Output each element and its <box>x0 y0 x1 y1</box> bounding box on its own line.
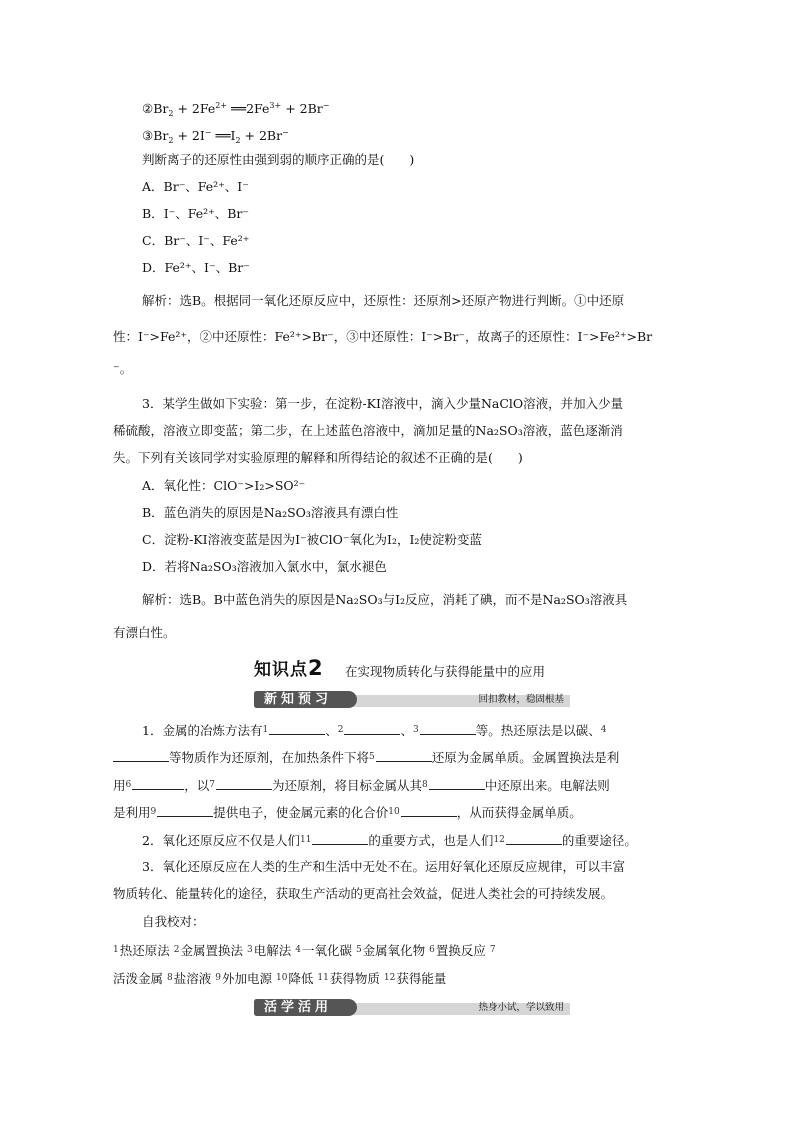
knowledge-point-subtitle: 在实现物质转化与获得能量中的应用 <box>345 664 546 679</box>
paragraph-3-line-1: 3．氧化还原反应在人类的生产和生活中无处不在。运用好氧化还原反应规律，可以丰富 <box>142 859 625 874</box>
q3-option-a: A．氧化性：ClO⁻>I₂>SO²⁻ <box>142 478 306 493</box>
preview-banner-tag: 回扣教材，稳固根基 <box>478 694 564 705</box>
q3-stem-line-2: 稀硫酸，溶液立即变蓝；第二步，在上述蓝色溶液中，滴加足量的Na₂SO₃溶液，蓝色逐渐消 <box>113 423 623 438</box>
fill-line-1: 1．金属的冶炼方法有1 、2 、3 等。热还原法是以碳、4 <box>142 723 607 738</box>
q2-option-d: D．Fe²⁺、I⁻、Br⁻ <box>142 260 250 275</box>
q3-option-b: B．蓝色消失的原因是Na₂SO₃溶液具有漂白性 <box>142 505 399 520</box>
fill-line-3: 用6 ，以7 为还原剂，将目标金属从其8 中还原出来。电解法则 <box>113 778 610 793</box>
q2-option-a: A．Br⁻、Fe²⁺、I⁻ <box>142 179 249 194</box>
q2-option-b: B．I⁻、Fe²⁺、Br⁻ <box>142 206 249 221</box>
practice-banner <box>254 999 570 1016</box>
q2-analysis-line-2: 性：I⁻>Fe²⁺，②中还原性：Fe²⁺>Br⁻，③中还原性：I⁻>Br⁻，故离子的还原性：I⁻>Fe²⁺>Br <box>113 329 653 344</box>
q3-stem-line-1: 3．某学生做如下实验：第一步，在淀粉-KI溶液中，滴入少量NaClO溶液，并加入少量 <box>142 396 624 411</box>
preview-banner-label: 新知预习 <box>264 692 333 707</box>
fill-line-2: 等物质作为还原剂，在加热条件下将5 还原为金属单质。金属置换法是利 <box>113 748 619 767</box>
question-2-stem: 判断离子的还原性由强到弱的顺序正确的是( ) <box>142 152 415 167</box>
equation-2: $②Br_2 + 2Fe^{2+}$ $══2Fe^{3+} + 2Br^-$ <box>142 101 330 118</box>
q2-option-c: C．Br⁻、I⁻、Fe²⁺ <box>142 233 250 248</box>
q3-analysis-line-2: 有漂白性。 <box>113 625 176 640</box>
self-check-title: 自我校对： <box>142 914 205 929</box>
self-check-answers-line-2: 活泼金属 8盐溶液 9外加电源 10降低 11获得物质 12获得能量 <box>113 971 447 986</box>
self-check-answers-line-1: 1热还原法 2金属置换法 3电解法 4一氧化碳 5金属氧化物 6置换反应 7 <box>113 943 496 958</box>
q3-option-c: C．淀粉-KI溶液变蓝是因为I⁻被ClO⁻氧化为I₂，I₂使淀粉变蓝 <box>142 532 482 547</box>
practice-banner-label: 活学活用 <box>264 1000 333 1015</box>
fill-line-4: 是利用9 提供电子，使金属元素的化合价10 ，从而获得金属单质。 <box>113 805 582 820</box>
q3-analysis-line-1: 解析：选B。B中蓝色消失的原因是Na₂SO₃与I₂反应，消耗了碘，而不是Na₂SO₃溶液具 <box>142 592 628 607</box>
practice-banner-tag: 热身小试，学以致用 <box>478 1002 564 1013</box>
q3-option-d: D．若将Na₂SO₃溶液加入氯水中，氯水褪色 <box>142 559 387 574</box>
paragraph-3-line-2: 物质转化、能量转化的途径，获取生产活动的更高社会效益，促进人类社会的可持续发展。 <box>113 886 614 901</box>
q3-stem-line-3: 失。下列有关该同学对实验原理的解释和所得结论的叙述不正确的是( ) <box>113 450 523 465</box>
q2-analysis-line-3: ⁻。 <box>113 361 133 376</box>
fill-line-5: 2．氧化还原反应不仅是人们11 的重要方式，也是人们12 的重要途径。 <box>142 833 637 848</box>
q2-analysis-line-1: 解析：选B。根据同一氧化还原反应中，还原性：还原剂>还原产物进行判断。①中还原 <box>142 293 625 308</box>
knowledge-point-title: 知识点2 <box>254 656 324 680</box>
preview-banner <box>254 691 570 708</box>
equation-3: $③Br_2 + 2I^-$ $══I_2 + 2Br^-$ <box>142 128 289 145</box>
